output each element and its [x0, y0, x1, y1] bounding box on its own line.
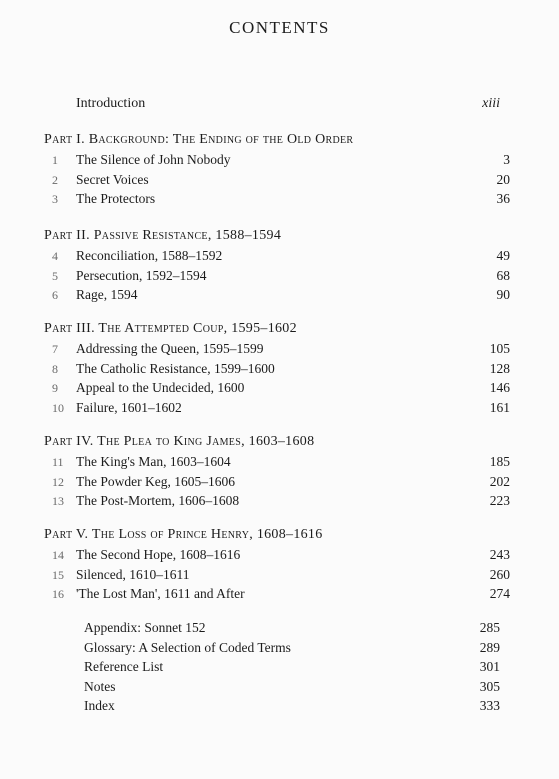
back-matter-entry	[84, 677, 500, 697]
part-title: Part II. Passive Resistance, 1588–1594	[44, 228, 282, 243]
chapter-page: 260	[489, 566, 510, 582]
part-title: Part I. Background: The Ending of the Old Order	[44, 132, 354, 147]
chapter-entry	[44, 189, 514, 209]
chapter-number: 3	[52, 192, 58, 206]
entry-title: Notes	[84, 678, 116, 694]
part-section-2	[44, 226, 514, 305]
entry-title: Appendix: Sonnet 152	[84, 620, 206, 635]
part-section-3	[44, 319, 514, 417]
entry-title: Glossary: A Selection of Coded Terms	[84, 639, 291, 655]
chapter-page: 20	[496, 171, 510, 187]
entry-title: Introduction	[76, 96, 146, 111]
chapter-page: 146	[489, 380, 510, 395]
chapter-number: 8	[52, 361, 58, 376]
chapter-page: 274	[489, 586, 510, 601]
chapter-title: The Silence of John Nobody	[76, 152, 231, 167]
chapter-title: Secret Voices	[76, 171, 149, 187]
chapter-page: 128	[489, 360, 510, 376]
chapter-title: Appeal to the Undecided, 1600	[76, 380, 245, 395]
part-title: Part V. The Loss of Prince Henry, 1608–1616	[44, 527, 323, 542]
entry-title: Reference List	[84, 659, 164, 674]
chapter-title: Failure, 1601–1602	[76, 399, 182, 415]
chapter-number: 15	[52, 567, 64, 582]
back-matter-entry	[84, 618, 500, 638]
chapter-title: Rage, 1594	[76, 287, 138, 302]
chapter-title: The Second Hope, 1608–1616	[76, 547, 241, 562]
chapter-number: 5	[52, 268, 58, 283]
chapter-entry	[44, 472, 514, 492]
entry-page: 333	[479, 698, 500, 713]
chapter-number: 16	[52, 587, 64, 601]
part-title: Part III. The Attempted Coup, 1595–1602	[44, 321, 297, 336]
chapter-entry	[44, 398, 514, 418]
chapter-number: 10	[52, 400, 64, 415]
entry-page: 305	[479, 678, 500, 694]
chapter-entry	[44, 170, 514, 190]
entry-page: 301	[479, 659, 500, 674]
back-matter	[84, 618, 500, 716]
chapter-number: 1	[52, 153, 58, 167]
part-section-5	[44, 525, 514, 604]
chapter-number: 2	[52, 172, 58, 187]
chapter-page: 3	[503, 152, 510, 167]
page-title: CONTENTS	[229, 18, 330, 37]
chapter-page: 223	[489, 493, 510, 508]
chapter-title: 'The Lost Man', 1611 and After	[76, 586, 245, 601]
chapter-entry	[44, 339, 514, 359]
chapter-entry	[44, 565, 514, 585]
chapter-number: 4	[52, 249, 58, 263]
chapter-title: The Powder Keg, 1605–1606	[76, 473, 235, 489]
chapter-entry	[44, 359, 514, 379]
chapter-number: 11	[52, 455, 64, 469]
chapter-title: Reconciliation, 1588–1592	[76, 248, 223, 263]
chapter-number: 7	[52, 342, 58, 356]
entry-page: 285	[479, 620, 500, 635]
part-title: Part IV. The Plea to King James, 1603–1608	[44, 434, 315, 449]
chapter-title: The King's Man, 1603–1604	[76, 454, 231, 469]
chapter-number: 12	[52, 474, 64, 489]
chapter-page: 202	[489, 473, 510, 489]
back-matter-entry	[84, 696, 500, 716]
chapter-entry	[44, 584, 514, 604]
chapter-entry	[44, 285, 514, 305]
chapter-title: The Catholic Resistance, 1599–1600	[76, 360, 275, 376]
chapter-number: 9	[52, 381, 58, 395]
part-section-4	[44, 432, 514, 511]
chapter-page: 243	[489, 547, 510, 562]
chapter-page: 105	[489, 341, 510, 356]
chapter-page: 161	[489, 399, 510, 415]
chapter-number: 13	[52, 494, 64, 508]
chapter-entry	[44, 378, 514, 398]
chapter-title: The Protectors	[76, 191, 156, 206]
chapter-title: The Post-Mortem, 1606–1608	[76, 493, 240, 508]
chapter-page: 36	[496, 191, 510, 206]
chapter-page: 90	[496, 287, 510, 302]
back-matter-entry	[84, 657, 500, 677]
chapter-entry	[44, 266, 514, 286]
chapter-title: Persecution, 1592–1594	[76, 267, 207, 283]
chapter-entry	[44, 246, 514, 266]
chapter-entry	[44, 150, 514, 170]
back-matter-entry	[84, 638, 500, 658]
chapter-title: Addressing the Queen, 1595–1599	[76, 341, 264, 356]
chapter-page: 49	[496, 248, 510, 263]
chapter-entry	[44, 452, 514, 472]
chapter-title: Silenced, 1610–1611	[76, 566, 190, 582]
entry-title: Index	[84, 698, 115, 713]
introduction-entry	[76, 96, 500, 112]
chapter-entry	[44, 545, 514, 565]
chapter-page: 185	[489, 454, 510, 469]
chapter-page: 68	[496, 267, 510, 283]
chapter-number: 6	[52, 288, 58, 302]
entry-page: xiii	[482, 96, 500, 111]
chapter-entry	[44, 491, 514, 511]
entry-page: 289	[479, 639, 500, 655]
part-section-1	[44, 130, 514, 209]
chapter-number: 14	[52, 548, 64, 562]
